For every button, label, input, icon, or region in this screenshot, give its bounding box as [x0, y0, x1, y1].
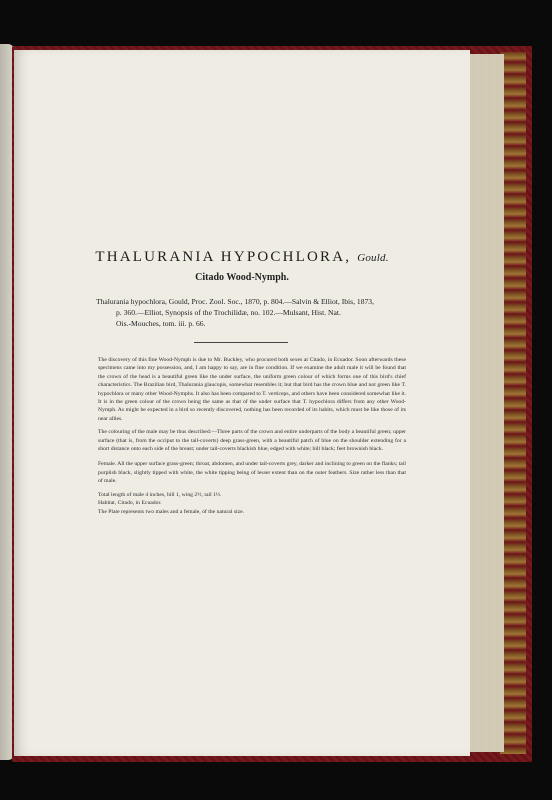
divider-rule [194, 342, 288, 343]
references [96, 296, 406, 329]
title-author: Gould. [357, 252, 389, 264]
paragraph-habitat: Habitat, Citado, in Ecuador. [98, 500, 162, 507]
paragraph-female: Female. All the upper surface grass-green; throat, abdomen, and under tail-coverts grey, darker and inclining to green on the flanks; tail purplish black, slightly tipped with white, the white tipping being of lesser extent than on the outer feathers. Size rather less than that of male. [98, 461, 406, 485]
reference-line: Ois.-Mouches, tom. iii. p. 66. [116, 319, 206, 328]
page-content [14, 50, 470, 756]
paragraph-plate: The Plate represents two males and a female, of the natural size. [98, 508, 245, 515]
reference-line: p. 360.—Elliot, Synopsis of the Trochilidæ, no. 102.—Mulsant, Hist. Nat. [116, 308, 341, 317]
title-main: THALURANIA HYPOCHLORA, [95, 249, 352, 265]
book-page [14, 50, 470, 756]
reference-line: Thalurania hypochlora, Gould, Proc. Zool. Soc., 1870, p. 804.—Salvin & Elliot, Ibis, 1873, [96, 297, 374, 306]
page-edges [466, 54, 504, 752]
paragraph-male: The colouring of the male may be thus described:—Three parts of the crown and entire underparts of the body a beautiful green; upper surface (that is, from the occiput to the tail-coverts) deep grass-green, with a beautiful patch of blue on the shoulder extending for a short distance onto each side of the breast; under tail-coverts blackish blue, edged with white; bill black; feet brownish black. [98, 429, 406, 453]
paragraph-measurements: Total length of male 4 inches, bill 1, wing 2½, tail 1½. [98, 491, 222, 498]
common-name: Citado Wood-Nymph. [195, 272, 289, 283]
species-title [14, 249, 470, 266]
description-text [98, 356, 406, 516]
paragraph-discovery: The discovery of this fine Wood-Nymph is due to Mr. Buckley, who procured both sexes at Citado, in Ecuador. Soon afterwards these specimens came into my possession, and, I am happy to say, are in fine condition. If we examine the adult male it will be found that the crown of the head is a beautiful green like the under surface, the uniform green colour of which forms one of this bird's chief characteristics. The Brazilian bird, Thalurania glaucopis, somewhat resembles it; but that bird has the crown blue and not green like T. hypochlora or many other Wood-Nymphs. It also has been compared to T. verticeps, and others have been considered somewhat like it. It is in the green colour of the crown being the same as that of the under surface that T. hypochlora differs from any other Wood-Nymph. As might be expected in a bird so recently discovered, nothing has been recorded of its habits, which must be like those of its near allies. [98, 357, 406, 422]
